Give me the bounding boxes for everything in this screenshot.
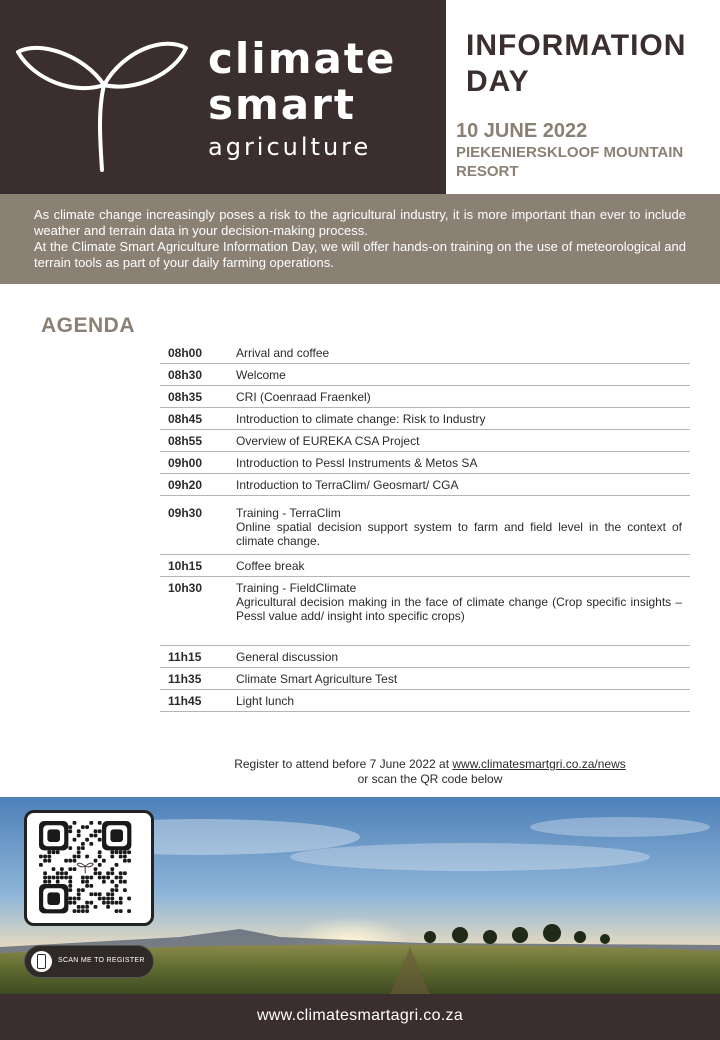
qr-module xyxy=(119,855,123,859)
qr-module xyxy=(68,897,72,901)
qr-module xyxy=(102,859,106,863)
qr-module xyxy=(77,892,81,896)
register-line-2: or scan the QR code below xyxy=(357,772,503,786)
agenda-table xyxy=(160,342,690,712)
qr-module xyxy=(98,897,102,901)
qr-module xyxy=(47,850,51,854)
agenda-time: 10h15 xyxy=(168,559,203,573)
agenda-title: CRI (Coenraad Fraenkel) xyxy=(236,390,371,404)
qr-module xyxy=(47,880,51,884)
qr-module xyxy=(68,901,72,905)
qr-module xyxy=(47,859,51,863)
qr-module xyxy=(98,829,102,833)
agenda-desc xyxy=(236,456,682,470)
footer xyxy=(0,994,720,1040)
sprout-logo-icon xyxy=(14,30,194,180)
qr-module xyxy=(81,888,85,892)
qr-module xyxy=(68,846,72,850)
qr-module xyxy=(43,859,47,863)
agenda-desc xyxy=(236,694,682,708)
qr-module xyxy=(115,850,119,854)
qr-module xyxy=(119,901,123,905)
qr-module xyxy=(106,897,110,901)
qr-module xyxy=(89,821,93,825)
agenda-time: 09h30 xyxy=(168,506,203,520)
qr-module xyxy=(119,850,123,854)
agenda-title: Climate Smart Agriculture Test xyxy=(236,672,398,686)
qr-module xyxy=(119,871,123,875)
qr-module xyxy=(60,871,64,875)
register-prefix: Register to attend before 7 June 2022 at xyxy=(234,757,450,771)
qr-module xyxy=(127,909,131,913)
agenda-row xyxy=(160,555,690,577)
qr-module xyxy=(110,901,114,905)
qr-module xyxy=(102,876,106,880)
qr-module xyxy=(52,850,56,854)
qr-module xyxy=(106,905,110,909)
qr-code-icon xyxy=(27,813,151,923)
qr-module xyxy=(115,909,119,913)
qr-module xyxy=(39,855,43,859)
qr-module xyxy=(98,892,102,896)
qr-module xyxy=(77,850,81,854)
qr-code[interactable] xyxy=(24,810,154,926)
qr-module xyxy=(85,880,89,884)
qr-module xyxy=(94,867,98,871)
qr-module xyxy=(127,897,131,901)
agenda-desc xyxy=(236,434,682,448)
qr-module xyxy=(85,909,89,913)
qr-module xyxy=(115,863,119,867)
agenda-title: Introduction to TerraClim/ Geosmart/ CGA xyxy=(236,478,459,492)
qr-module xyxy=(81,909,85,913)
qr-module xyxy=(110,888,114,892)
agenda-row xyxy=(160,646,690,668)
register-line-1 xyxy=(200,757,660,772)
qr-module xyxy=(73,855,77,859)
qr-module xyxy=(123,855,127,859)
qr-module xyxy=(77,909,81,913)
qr-module xyxy=(73,901,77,905)
qr-module xyxy=(119,909,123,913)
qr-module xyxy=(52,876,56,880)
scan-label: SCAN ME TO REGISTER xyxy=(58,957,145,964)
qr-module xyxy=(68,867,72,871)
agenda-desc xyxy=(236,412,682,426)
qr-module xyxy=(77,897,81,901)
qr-module xyxy=(68,880,72,884)
qr-module xyxy=(43,876,47,880)
qr-module xyxy=(127,859,131,863)
qr-module xyxy=(115,876,119,880)
agenda-desc xyxy=(236,672,682,686)
qr-module xyxy=(85,825,89,829)
qr-module xyxy=(77,834,81,838)
agenda-time: 08h35 xyxy=(168,390,203,404)
agenda-time: 10h30 xyxy=(168,581,203,595)
phone-icon xyxy=(31,951,52,972)
agenda-desc xyxy=(236,368,682,382)
qr-module xyxy=(47,892,60,905)
event-title-line2: DAY xyxy=(466,65,530,98)
qr-module xyxy=(64,859,68,863)
agenda-time: 08h45 xyxy=(168,412,203,426)
qr-module xyxy=(102,880,106,884)
agenda-row xyxy=(160,408,690,430)
agenda-title: Arrival and coffee xyxy=(236,346,330,360)
qr-module xyxy=(73,897,77,901)
qr-module xyxy=(106,892,110,896)
agenda-title: Training - TerraClim xyxy=(236,506,341,520)
agenda-time: 09h00 xyxy=(168,456,203,470)
qr-module xyxy=(98,855,102,859)
qr-module xyxy=(81,842,85,846)
qr-module xyxy=(81,905,85,909)
qr-module xyxy=(110,871,114,875)
qr-module xyxy=(89,892,93,896)
qr-module xyxy=(110,829,123,842)
qr-module xyxy=(85,901,89,905)
qr-module xyxy=(81,846,85,850)
event-title-line1: INFORMATION xyxy=(466,29,687,62)
qr-module xyxy=(123,850,127,854)
qr-module xyxy=(89,901,93,905)
qr-module xyxy=(77,855,81,859)
qr-module xyxy=(73,867,77,871)
agenda-desc xyxy=(236,650,682,664)
agenda-title: General discussion xyxy=(236,650,339,664)
qr-module xyxy=(68,829,72,833)
agenda-desc xyxy=(236,559,682,573)
qr-module xyxy=(94,834,98,838)
qr-module xyxy=(77,829,81,833)
agenda-row xyxy=(160,342,690,364)
agenda-title: Introduction to Pessl Instruments & Metos SA xyxy=(236,456,478,470)
qr-module xyxy=(64,871,68,875)
qr-module xyxy=(115,884,119,888)
qr-module xyxy=(60,867,64,871)
qr-module xyxy=(110,867,114,871)
qr-module xyxy=(43,880,47,884)
qr-module xyxy=(119,897,123,901)
agenda-detail: Agricultural decision making in the face of climate change (Crop specific insights – Pessl value add/ insight into specific crops) xyxy=(236,595,682,623)
qr-module xyxy=(89,876,93,880)
qr-module xyxy=(56,876,60,880)
qr-module xyxy=(115,901,119,905)
qr-module xyxy=(98,863,102,867)
qr-module xyxy=(119,880,123,884)
qr-module xyxy=(98,821,102,825)
agenda-title: Welcome xyxy=(236,368,286,382)
agenda-desc xyxy=(236,506,682,548)
qr-module xyxy=(73,909,77,913)
agenda-desc xyxy=(236,581,682,623)
qr-module xyxy=(68,888,72,892)
agenda-time: 08h55 xyxy=(168,434,203,448)
agenda-time: 11h35 xyxy=(168,672,202,686)
brand-smart: smart xyxy=(208,80,356,129)
qr-module xyxy=(94,829,98,833)
qr-module xyxy=(110,855,114,859)
agenda-title: Light lunch xyxy=(236,694,295,708)
agenda-time: 08h30 xyxy=(168,368,203,382)
qr-module xyxy=(77,905,81,909)
event-title xyxy=(466,28,686,100)
qr-module xyxy=(98,871,102,875)
qr-module xyxy=(98,850,102,854)
qr-module xyxy=(94,859,98,863)
qr-module xyxy=(43,871,47,875)
qr-module xyxy=(56,871,60,875)
qr-module xyxy=(119,876,123,880)
qr-module xyxy=(110,892,114,896)
qr-module xyxy=(85,884,89,888)
intro-band xyxy=(0,194,720,284)
event-panel xyxy=(446,0,720,194)
agenda-row xyxy=(160,430,690,452)
qr-module xyxy=(68,876,72,880)
qr-module xyxy=(98,838,102,842)
scan-to-register-badge[interactable] xyxy=(24,945,154,978)
header xyxy=(0,0,720,194)
qr-module xyxy=(73,838,77,842)
qr-module xyxy=(39,863,43,867)
agenda-row xyxy=(160,452,690,474)
agenda-desc xyxy=(236,478,682,492)
agenda-row xyxy=(160,496,690,555)
qr-module xyxy=(77,846,81,850)
qr-module xyxy=(89,884,93,888)
logo-panel xyxy=(0,0,446,194)
qr-module xyxy=(123,859,127,863)
qr-module xyxy=(89,834,93,838)
brand-agriculture: agriculture xyxy=(208,133,372,161)
intro-paragraph-2: At the Climate Smart Agriculture Information Day, we will offer hands-on training on the use of meteorological and terrain tools as part of your daily farming operations. xyxy=(34,239,686,270)
agenda-row xyxy=(160,668,690,690)
footer-url[interactable]: www.climatesmartagri.co.za xyxy=(256,1007,464,1024)
agenda-title: Introduction to climate change: Risk to Industry xyxy=(236,412,486,426)
register-link[interactable]: www.climatesmartgri.co.za/news xyxy=(452,757,626,771)
qr-module xyxy=(127,850,131,854)
qr-module xyxy=(81,876,85,880)
intro-paragraph-1: As climate change increasingly poses a risk to the agricultural industry, it is more important than ever to include weather and terrain data in your decision-making process. xyxy=(34,207,686,238)
qr-module xyxy=(102,901,106,905)
qr-module xyxy=(47,855,51,859)
brand-climate: climate xyxy=(208,34,397,83)
agenda-desc xyxy=(236,346,682,360)
qr-module xyxy=(64,876,68,880)
qr-module xyxy=(94,871,98,875)
qr-module xyxy=(110,850,114,854)
agenda-time: 08h00 xyxy=(168,346,203,360)
qr-module xyxy=(123,871,127,875)
qr-module xyxy=(123,888,127,892)
agenda-row xyxy=(160,690,690,712)
qr-module xyxy=(60,876,64,880)
qr-module xyxy=(43,855,47,859)
agenda-row xyxy=(160,386,690,408)
qr-module xyxy=(98,876,102,880)
agenda-time: 09h20 xyxy=(168,478,203,492)
qr-module xyxy=(89,842,93,846)
agenda-heading: AGENDA xyxy=(41,314,136,337)
qr-module xyxy=(68,825,72,829)
agenda-title: Overview of EUREKA CSA Project xyxy=(236,434,420,448)
qr-module xyxy=(85,838,89,842)
qr-module xyxy=(94,905,98,909)
qr-module xyxy=(77,888,81,892)
qr-module xyxy=(52,867,56,871)
qr-module xyxy=(81,825,85,829)
qr-module xyxy=(47,876,51,880)
qr-module xyxy=(102,897,106,901)
agenda-time: 11h45 xyxy=(168,694,202,708)
agenda-row xyxy=(160,364,690,386)
qr-module xyxy=(56,850,60,854)
qr-module xyxy=(106,871,110,875)
qr-module xyxy=(73,859,77,863)
qr-module xyxy=(81,880,85,884)
qr-module xyxy=(110,897,114,901)
register-info xyxy=(200,757,660,787)
qr-module xyxy=(56,880,60,884)
qr-module xyxy=(73,821,77,825)
agenda-desc xyxy=(236,390,682,404)
qr-module xyxy=(94,892,98,896)
qr-module xyxy=(85,905,89,909)
agenda-title: Training - FieldClimate xyxy=(236,581,357,595)
qr-module xyxy=(68,884,72,888)
agenda-row xyxy=(160,474,690,496)
qr-module xyxy=(106,876,110,880)
qr-module xyxy=(110,880,114,884)
qr-module xyxy=(106,901,110,905)
agenda-time: 11h15 xyxy=(168,650,202,664)
qr-module xyxy=(85,876,89,880)
qr-module xyxy=(115,888,119,892)
qr-logo-icon xyxy=(77,863,93,873)
agenda-title: Coffee break xyxy=(236,559,305,573)
event-venue: PIEKENIERSKLOOF MOUNTAIN RESORT xyxy=(456,144,684,180)
qr-module xyxy=(47,829,60,842)
qr-module xyxy=(123,880,127,884)
agenda-detail: Online spatial decision support system to farm and field level in the context of climate change. xyxy=(236,520,682,548)
qr-module xyxy=(85,855,89,859)
agenda-row xyxy=(160,577,690,646)
event-date: 10 JUNE 2022 xyxy=(456,120,588,142)
qr-module xyxy=(68,859,72,863)
